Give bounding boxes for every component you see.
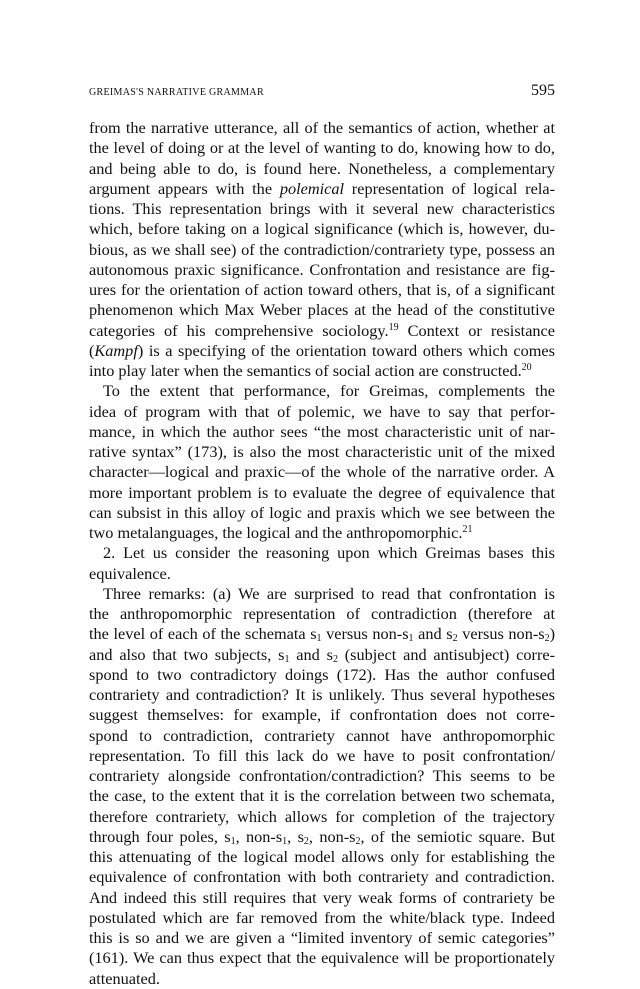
text-line: equivalence.: [89, 563, 171, 583]
text-line: categories of his comprehensive sociology.$^{19}$ Context or resistance: [89, 320, 556, 340]
text-line: mance, in which the author sees “the most characteristic unit of nar-: [89, 421, 555, 441]
text-line: the case, to the extent that it is the correlation between two schemata,: [89, 786, 555, 806]
text-line: Three remarks: (a) We are surprised to read that confrontation is: [103, 583, 555, 603]
page-header: [89, 84, 555, 104]
emphasis: Kampf: [94, 340, 138, 360]
footnote-ref: 20: [521, 362, 532, 373]
text-line: phenomenon which Max Weber places at the head of the constitutive: [89, 300, 555, 320]
footnote-ref: 21: [462, 524, 473, 535]
text-line: can subsist in this alloy of logic and praxis which we see between the: [89, 502, 555, 522]
text-line: rative syntax” (173), is also the most characteristic unit of the mixed: [89, 442, 555, 461]
text-line: spond to contradiction, contrariety cannot have anthropomorphic: [89, 725, 555, 745]
text-line: ures for the orientation of action toward others, that is, of a significant: [89, 280, 555, 299]
text-line: And indeed this still requires that very weak forms of contrariety be: [89, 887, 555, 907]
text-line: idea of program with that of polemic, we have to say that perfor-: [89, 401, 555, 421]
text-line: the level of doing or at the level of wanting to do, knowing how to do,: [89, 138, 555, 158]
text-line: from the narrative utterance, all of the semantics of action, whether at: [89, 118, 555, 137]
page-number: 595: [531, 82, 555, 99]
text-line: which, before taking on a logical significance (which is, however, du-: [89, 219, 555, 239]
text-line: representation. To fill this lack do we have to posit confrontation/: [89, 745, 555, 765]
text-line: contrariety alongside confrontation/contradiction? This seems to be: [89, 766, 555, 785]
text-line: postulated which are far removed from the white/black type. Indeed: [89, 907, 555, 927]
text-line: tions. This representation brings with it several new characteristics: [89, 199, 555, 218]
text-line: (161). We can thus expect that the equivalence will be proportionately: [89, 948, 555, 968]
text-line: and being able to do, is found here. Nonetheless, a complementary: [89, 158, 555, 178]
text-line: attenuated.: [89, 968, 160, 988]
text-line: contrariety and contradiction? It is unlikely. Thus several hypotheses: [89, 685, 555, 704]
text-line: autonomous praxic significance. Confrontation and resistance are fig-: [89, 259, 555, 279]
text-line: this is so and we are given a “limited inventory of semic categories”: [89, 928, 555, 947]
text-line: To the extent that performance, for Greimas, complements the: [103, 381, 555, 401]
text-line: and also that two subjects, $s_1$ and $s_2$ (subject and antisubject) corre-: [89, 644, 556, 665]
text-line: more important problem is to evaluate the degree of equivalence that: [89, 482, 555, 502]
text-line: equivalence of confrontation with both contrariety and contradiction.: [89, 867, 555, 887]
text-line: 2. Let us consider the reasoning upon which Greimas bases this: [103, 543, 555, 563]
text-line: into play later when the semantics of social action are constructed.$^{20}$: [89, 361, 532, 380]
text-line: through four poles, $s_1$, non-$s_1$, $s_2$, non-$s_2$, of the semiotic square. But: [89, 826, 555, 847]
text-line: the anthropomorphic representation of contradiction (therefore at: [89, 604, 555, 623]
text-line: two metalanguages, the logical and the anthropomorphic.$^{21}$: [89, 523, 473, 542]
emphasis: polemical: [279, 178, 345, 198]
text-line: argument appears with the polemical representation of logical rela-: [89, 178, 556, 198]
text-line: this attenuating of the logical model allows only for establishing the: [89, 847, 555, 866]
text-line: bious, as we shall see) of the contradiction/contrariety type, possess an: [89, 239, 555, 259]
text-line: (Kampf) is a specifying of the orientation toward others which comes: [89, 340, 555, 360]
body-text: [89, 118, 555, 989]
text-line: spond to two contradictory doings (172). Has the author confused: [89, 664, 555, 684]
running-head: GREIMAS'S NARRATIVE GRAMMAR: [89, 87, 264, 98]
text-line: therefore contrariety, which allows for completion of the trajectory: [89, 806, 555, 826]
text-line: the level of each of the schemata $s_1$ versus non-$s_1$ and $s_2$ versus non-$s_2$): [89, 624, 556, 645]
text-line: character—logical and praxic—of the whole of the narrative order. A: [89, 462, 555, 482]
text-line: suggest themselves: for example, if confrontation does not corre-: [89, 705, 555, 725]
footnote-ref: 19: [388, 321, 399, 333]
